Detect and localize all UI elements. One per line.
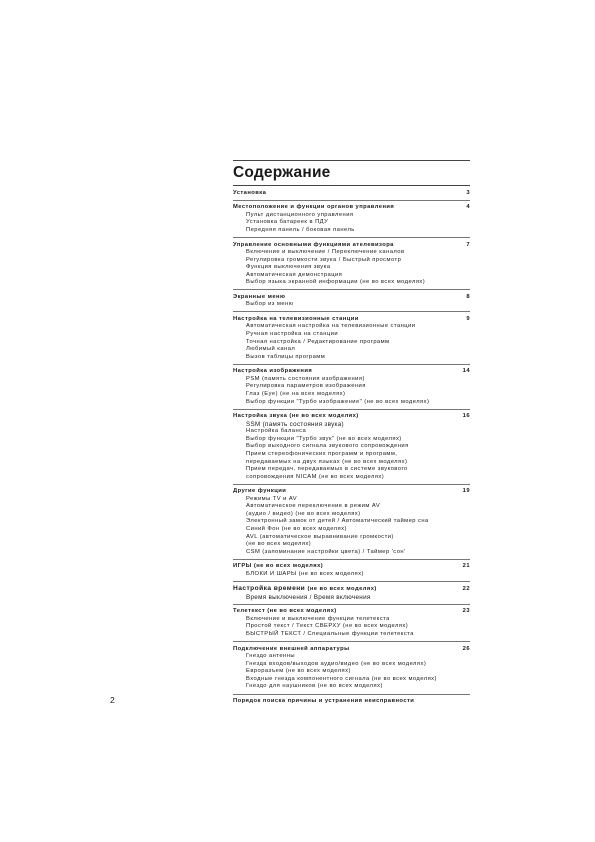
toc-section-title-group xyxy=(233,563,323,570)
toc-section-title-group xyxy=(233,488,286,495)
toc-section-title: Другие функции xyxy=(233,488,287,495)
toc-section xyxy=(233,294,470,313)
toc-section-title-group xyxy=(233,698,414,705)
toc-section-title-group xyxy=(233,204,394,211)
toc-entry[interactable]: Включение и выключение / Переключение каналов xyxy=(246,249,405,255)
toc-entry[interactable]: Гнезда входов/выходов аудио/видео (не во всех моделях) xyxy=(246,660,427,667)
toc-section-heading[interactable] xyxy=(233,242,470,249)
toc-entry[interactable]: Автоматическая настройка на телевизионные станции xyxy=(246,323,416,330)
top-rule xyxy=(233,160,470,161)
toc-section xyxy=(233,413,470,485)
toc-section-heading[interactable] xyxy=(233,368,470,375)
toc-section xyxy=(233,698,470,708)
toc-section-title-group xyxy=(233,294,285,301)
toc-section xyxy=(233,316,470,365)
toc-entry[interactable]: Евроразъем (не во всех моделях) xyxy=(246,668,351,675)
toc-entry[interactable]: Режимы TV и AV xyxy=(246,495,298,502)
toc-section-title-group xyxy=(233,190,266,197)
toc-section xyxy=(233,585,470,605)
title-rule xyxy=(233,185,470,186)
toc-section-heading[interactable] xyxy=(233,204,470,211)
toc-page-number: 26 xyxy=(462,645,470,652)
toc-entry[interactable]: Гнездо для наушников (не во всех моделях) xyxy=(246,683,383,690)
toc-section xyxy=(233,563,470,582)
toc-entry[interactable]: Выбор из меню xyxy=(246,301,294,308)
toc-section-title-group xyxy=(233,368,312,375)
toc-section-title-group xyxy=(233,242,394,249)
toc-section xyxy=(233,368,470,409)
toc-section-heading[interactable] xyxy=(233,413,470,420)
toc-entry[interactable]: Простой текст / Текст СВЕРХУ (не во всех моделях) xyxy=(246,623,409,630)
toc-entry[interactable]: Настройка баланса xyxy=(246,428,307,435)
toc-entry[interactable]: Вызов таблицы программ xyxy=(246,353,326,360)
toc-section xyxy=(233,646,470,695)
toc-entry[interactable]: Выбор функции "Турбо изображение" (не во всех моделях) xyxy=(246,398,430,405)
toc-section-title: Телетекст (не во всех моделях) xyxy=(233,608,337,615)
toc-entry[interactable]: Глаз (Eye) (не на всех моделях) xyxy=(246,390,346,397)
toc-entry[interactable]: Пульт дистанционного управления xyxy=(246,211,354,218)
toc-entry[interactable]: Выбор языка экранной информации (не во всех моделях) xyxy=(246,279,426,286)
toc-section-title-group xyxy=(233,646,350,653)
toc-page-number: 21 xyxy=(462,563,470,570)
toc-entry[interactable]: Точная настройка / Редактирование программ xyxy=(246,338,390,345)
toc-entry[interactable]: (не во всех моделях) xyxy=(246,541,312,548)
toc-page-number: 22 xyxy=(462,586,470,593)
toc-entry[interactable]: Ручная настройка на станции xyxy=(246,330,339,337)
toc-page-number: 4 xyxy=(466,204,470,211)
toc-section-title: Настройка на телевизионные станции xyxy=(233,315,359,322)
toc-page-number: 16 xyxy=(462,413,470,420)
toc-entry[interactable]: SSM (память состояния звука) xyxy=(246,420,344,428)
toc-page-number: 8 xyxy=(466,293,470,300)
toc-page-number: 3 xyxy=(466,190,470,196)
toc-section-title: Настройка времени xyxy=(233,585,306,593)
toc-section-title: Порядок поиска причины и устранения неисправности xyxy=(233,698,415,704)
toc-entry[interactable]: CSM (запоминание настройки цвета) / Таймер 'сон' xyxy=(246,548,406,555)
toc-section-title: Экранные меню xyxy=(233,293,286,300)
toc-section xyxy=(233,242,470,291)
toc-page-number: 14 xyxy=(462,368,470,375)
toc-section xyxy=(233,608,470,642)
toc-entry[interactable]: Выбор выходного сигнала звукового сопровождения xyxy=(246,443,409,450)
toc-section-heading[interactable] xyxy=(233,608,470,615)
toc-entry[interactable]: Синий Фон (не во всех моделях) xyxy=(246,526,347,533)
toc-entry[interactable]: Выбор функции "Турбо звук" (не во всех моделях) xyxy=(246,435,402,442)
toc-section-heading[interactable] xyxy=(233,190,470,197)
toc-page-number: 9 xyxy=(466,315,470,322)
toc-section-heading[interactable] xyxy=(233,698,470,705)
toc-entry[interactable]: Включение и выключение функции телетекста xyxy=(246,615,390,622)
toc-section-title: Настройка изображения xyxy=(233,368,313,375)
toc-entry[interactable]: Автоматическая демонстрация xyxy=(246,271,343,278)
toc-section-heading[interactable] xyxy=(233,563,470,570)
toc-entry[interactable]: Функция выключения звука xyxy=(246,264,331,271)
toc-entry[interactable]: Время выключения / Время включения xyxy=(246,593,371,601)
toc-page-number: 19 xyxy=(462,488,470,495)
toc-entry[interactable]: Регулировка параметров изображения xyxy=(246,383,366,390)
toc-section xyxy=(233,190,470,201)
toc-entry[interactable]: Прием стереофонических программ и программ, xyxy=(246,450,398,457)
toc-section-title-note: (не во всех моделях) xyxy=(307,586,377,593)
toc-section xyxy=(233,204,470,238)
toc-section-title: Настройка звука (не во всех моделях) xyxy=(233,413,359,420)
toc-page-number: 23 xyxy=(462,608,470,615)
toc-entry[interactable]: БЛОКИ И ШАРЫ (не во всех моделях) xyxy=(246,570,364,577)
toc-section-heading[interactable] xyxy=(233,488,470,495)
toc-entry[interactable]: Установка батареек в ПДУ xyxy=(246,219,329,226)
toc-entry[interactable]: Прием передач, передаваемых в системе звукового xyxy=(246,466,408,473)
toc-section-heading[interactable] xyxy=(233,646,470,653)
toc-section-title-group xyxy=(233,608,337,615)
toc-entry[interactable]: сопровождения NICAM (не во всех моделях) xyxy=(246,473,385,480)
toc-section-title: Подключение внешней аппаратуры xyxy=(233,645,350,652)
toc-entry[interactable]: БЫСТРЫЙ ТЕКСТ / Специальные функции телетекста xyxy=(246,631,414,638)
toc-section-title: Управление основными функциями ателевизора xyxy=(233,241,394,248)
toc-section-title: ИГРЫ (не во всех моделях) xyxy=(233,563,324,570)
toc-entry[interactable]: AVL (автоматическое выравнивание громкости) xyxy=(246,533,394,540)
toc-page-number: 7 xyxy=(466,241,470,248)
toc-entry[interactable]: передаваемых на двух языках (не во всех моделях) xyxy=(246,458,408,465)
toc-section-title: Установка xyxy=(233,190,267,196)
toc-entry[interactable]: Любимый канал xyxy=(246,346,296,353)
toc-section-title: Местоположение и функции органов управления xyxy=(233,204,395,211)
toc-section-heading[interactable] xyxy=(233,294,470,301)
toc-entry[interactable]: (аудио / видео) (не во всех моделях) xyxy=(246,510,361,517)
toc-entry[interactable]: Электронный замок от детей / Автоматический таймер сна xyxy=(246,518,429,525)
toc-section-title-group xyxy=(233,585,377,593)
toc-entry[interactable]: Передняя панель / боковая панель xyxy=(246,227,355,233)
toc-entry[interactable]: Регулировка громкости звука / Быстрый просмотр xyxy=(246,256,402,263)
toc-entry[interactable]: PSM (память состояния изображения) xyxy=(246,375,365,382)
page-title: Содержание xyxy=(233,164,331,181)
table-of-contents xyxy=(233,190,470,711)
toc-entry[interactable]: Гнездо антенны xyxy=(246,653,295,660)
toc-section-title-group xyxy=(233,413,359,420)
toc-section-heading[interactable] xyxy=(233,585,470,593)
page-number: 2 xyxy=(110,695,115,705)
toc-entry[interactable]: Автоматическое переключение в режим AV xyxy=(246,503,381,510)
toc-section xyxy=(233,488,470,560)
toc-entry[interactable]: Входные гнезда компонентного сигнала (не во всех моделях) xyxy=(246,675,437,682)
